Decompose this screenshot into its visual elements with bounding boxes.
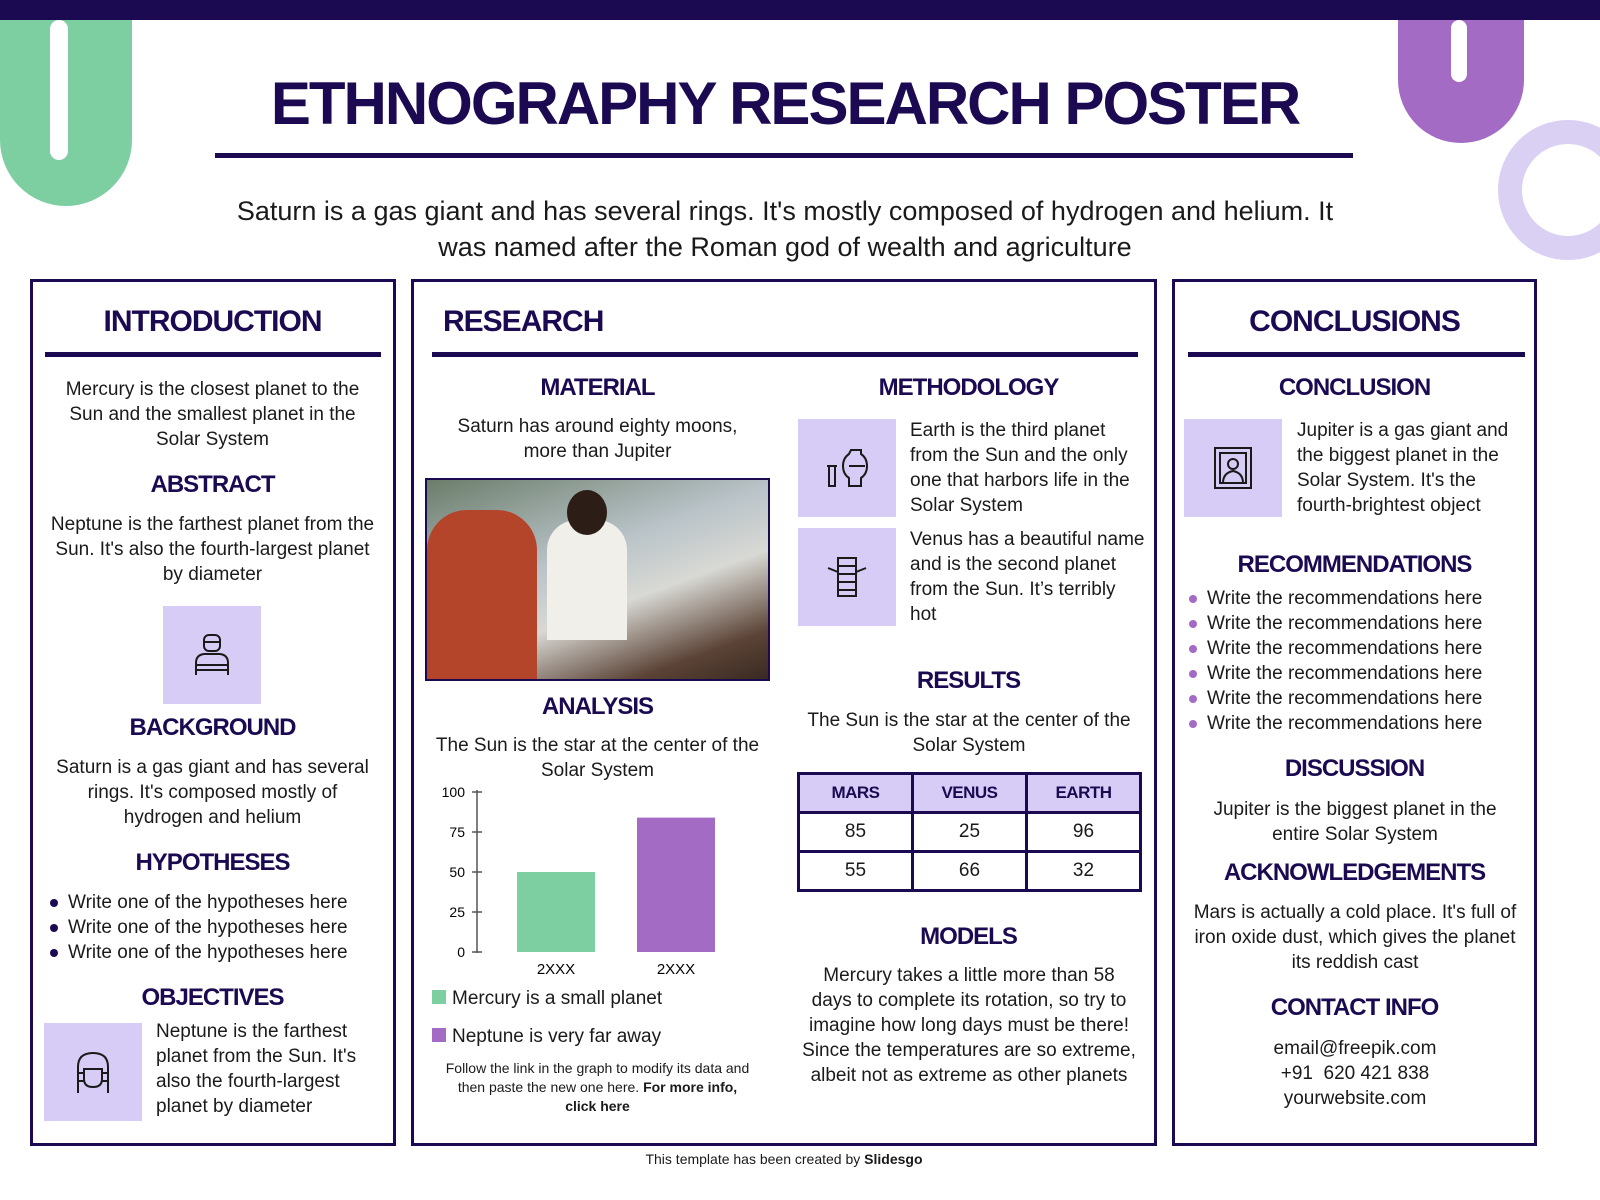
legend-item-mercury (432, 988, 662, 1010)
introduction-text: Mercury is the closest planet to the Sun and the smallest planet in the Solar System (65, 379, 360, 450)
worker-icon (163, 606, 261, 704)
background-heading: BACKGROUND (129, 714, 296, 741)
table-cell: 66 (913, 852, 1027, 891)
methodology-text-2: Venus has a beautiful name and is the second planet from the Sun. It’s terribly hot (910, 529, 1145, 625)
x-tick-label: 2XXX (656, 961, 696, 978)
contact-phone: +91 620 421 838 (1280, 1063, 1430, 1084)
hypothesis-item: Write one of the hypotheses here (46, 915, 386, 940)
recommendations-heading: RECOMMENDATIONS (1237, 551, 1472, 578)
material-text: Saturn has around eighty moons, more than Jupiter (457, 416, 738, 462)
column-header: VENUS (913, 774, 1027, 813)
results-heading: RESULTS (916, 667, 1021, 694)
table-cell: 96 (1027, 813, 1141, 852)
legend-label: Mercury is a small planet (452, 988, 663, 1009)
lavender-ring-decoration (1498, 120, 1600, 260)
top-bar (0, 0, 1600, 20)
vases-icon (798, 419, 896, 517)
title-rule (215, 153, 1353, 158)
models-text: Mercury takes a little more than 58 days to complete its rotation, so try to imagine how long days must be there! Since the temperatures are so extreme, albeit not as extreme as other planets (802, 965, 1136, 1086)
poster-subtitle: Saturn is a gas giant and has several rings. It's mostly composed of hydrogen and helium. It was named after the Roman god of wealth and agriculture (236, 196, 1334, 262)
analysis-heading: ANALYSIS (541, 693, 654, 720)
slidesgo-link[interactable]: Slidesgo (864, 1151, 923, 1167)
table-cell: 32 (1027, 852, 1141, 891)
legend-swatch (432, 990, 446, 1004)
hypothesis-item: Write one of the hypotheses here (46, 940, 386, 965)
column-header: MARS (799, 774, 913, 813)
bar (637, 818, 715, 952)
y-tick-label: 75 (449, 824, 465, 840)
recommendation-item: Write the recommendations here (1185, 636, 1530, 661)
objectives-heading: OBJECTIVES (141, 984, 284, 1011)
bar (517, 872, 595, 952)
acknowledgements-text: Mars is actually a cold place. It's full of iron oxide dust, which gives the planet its reddish cast (1193, 902, 1517, 973)
table-cell: 25 (913, 813, 1027, 852)
acknowledgements-heading: ACKNOWLEDGEMENTS (1223, 859, 1486, 886)
introduction-heading: INTRODUCTION (103, 305, 322, 338)
abstract-text: Neptune is the farthest planet from the Sun. It's also the fourth-largest planet by diameter (50, 514, 375, 585)
research-photo (425, 478, 770, 681)
recommendation-item: Write the recommendations here (1185, 611, 1530, 636)
models-heading: MODELS (920, 923, 1017, 950)
conclusion-heading: CONCLUSION (1278, 374, 1431, 401)
results-text: The Sun is the star at the center of the Solar System (807, 710, 1131, 756)
y-tick-label: 100 (441, 784, 465, 800)
y-tick-label: 0 (457, 944, 465, 960)
hypotheses-list (46, 890, 386, 965)
discussion-text: Jupiter is the biggest planet in the entire Solar System (1213, 799, 1497, 845)
background-text: Saturn is a gas giant and has several rings. It's composed mostly of hydrogen and helium (56, 757, 369, 828)
chart-note-text: Follow the link in the graph to modify its data and then paste the new one here. (445, 1060, 750, 1095)
footer-credit (0, 1151, 1568, 1167)
recommendation-item: Write the recommendations here (1185, 711, 1530, 736)
chart-note (445, 1059, 750, 1116)
mummy-icon (798, 528, 896, 626)
column-header: EARTH (1027, 774, 1141, 813)
recommendation-item: Write the recommendations here (1185, 661, 1530, 686)
y-tick-label: 50 (449, 864, 465, 880)
green-arch-decoration (0, 20, 135, 230)
portrait-frame-icon (1184, 419, 1282, 517)
abstract-heading: ABSTRACT (150, 471, 275, 498)
table-cell: 85 (799, 813, 913, 852)
methodology-heading: METHODOLOGY (878, 374, 1059, 401)
recommendation-item: Write the recommendations here (1185, 686, 1530, 711)
table-row (799, 852, 1141, 891)
research-rule (432, 352, 1138, 357)
table-row (799, 813, 1141, 852)
bar-chart (425, 780, 770, 980)
more-info-link[interactable]: For more info, click here (565, 1079, 738, 1114)
analysis-text: The Sun is the star at the center of the Solar System (435, 735, 760, 781)
research-heading: RESEARCH (443, 305, 604, 338)
material-heading: MATERIAL (540, 374, 655, 401)
legend-swatch (432, 1028, 446, 1042)
methodology-text-1: Earth is the third planet from the Sun and the only one that harbors life in the Solar System (910, 420, 1130, 516)
hypothesis-item: Write one of the hypotheses here (46, 890, 386, 915)
legend-item-neptune (432, 1026, 661, 1048)
recommendations-list (1185, 586, 1530, 736)
conclusions-heading: CONCLUSIONS (1249, 305, 1460, 338)
conclusions-rule (1188, 352, 1525, 357)
poster-title: ETHNOGRAPHY RESEARCH POSTER (270, 70, 1300, 137)
results-table (797, 772, 1142, 892)
contact-email[interactable]: email@freepik.com (1273, 1038, 1437, 1059)
discussion-heading: DISCUSSION (1284, 755, 1425, 782)
objectives-text: Neptune is the farthest planet from the Sun. It's also the fourth-largest planet by diameter (156, 1021, 357, 1117)
y-tick-label: 25 (449, 904, 465, 920)
conclusion-text: Jupiter is a gas giant and the biggest planet in the Solar System. It's the fourth-brightest object (1297, 420, 1509, 516)
table-cell: 55 (799, 852, 913, 891)
footer-text: This template has been created by (645, 1151, 861, 1167)
contact-heading: CONTACT INFO (1270, 994, 1439, 1021)
contact-website[interactable]: yourwebsite.com (1283, 1088, 1427, 1109)
x-tick-label: 2XXX (536, 961, 576, 978)
intro-rule (45, 352, 381, 357)
hypotheses-heading: HYPOTHESES (135, 849, 290, 876)
legend-label: Neptune is very far away (452, 1026, 662, 1047)
pharaoh-icon (44, 1023, 142, 1121)
table-header-row (799, 774, 1141, 813)
recommendation-item: Write the recommendations here (1185, 586, 1530, 611)
